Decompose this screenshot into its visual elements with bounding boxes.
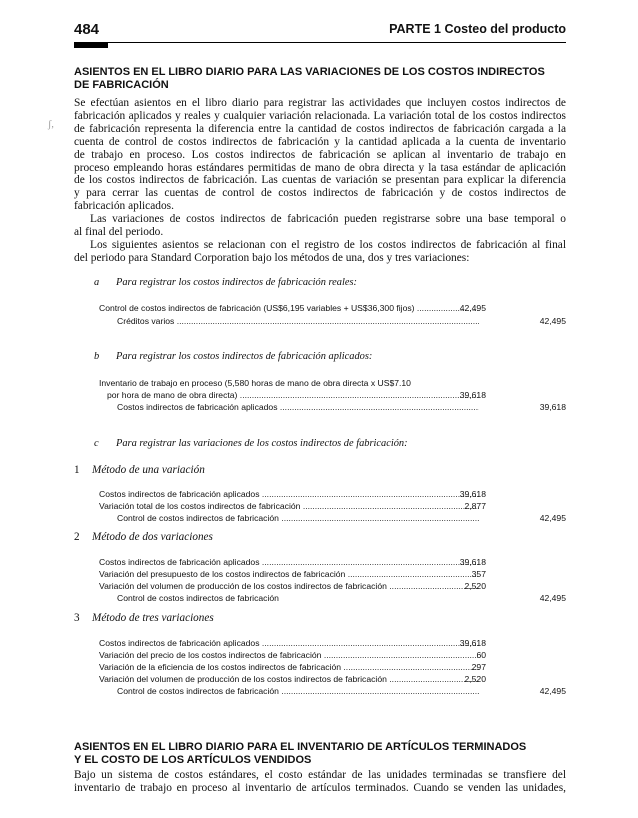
credit-amount: 42,495 bbox=[539, 593, 566, 603]
account-label: Control de costos indirectos de fabricación bbox=[117, 593, 279, 603]
method-title: Método de una variación bbox=[92, 464, 205, 476]
debit-amount: 39,618 bbox=[459, 638, 486, 648]
credit-amount: 39,618 bbox=[539, 402, 566, 412]
entry-letter: c bbox=[94, 438, 99, 449]
journal-line bbox=[99, 556, 566, 568]
text-line: y para cerrar las cuentas de control de costos indirectos de fabricación y de costos indirectos de bbox=[74, 187, 566, 200]
method-number: 1 bbox=[74, 464, 80, 476]
account-label: Inventario de trabajo en proceso (5,580 horas de mano de obra directa x US$7.10 bbox=[99, 378, 411, 388]
running-head: PARTE 1 Costeo del producto bbox=[389, 22, 566, 36]
method-title: Método de tres variaciones bbox=[92, 612, 214, 624]
heading-line: Y EL COSTO DE LOS ARTÍCULOS VENDIDOS bbox=[74, 753, 312, 766]
debit-amount: 357 bbox=[471, 569, 486, 579]
credit-amount: 42,495 bbox=[539, 686, 566, 696]
journal-line bbox=[99, 568, 566, 580]
debit-amount: 39,618 bbox=[459, 489, 486, 499]
method-heading bbox=[74, 612, 214, 624]
account-label: Variación del volumen de producción de los costos indirectos de fabricación ..... bbox=[99, 673, 479, 685]
journal-line bbox=[99, 685, 566, 697]
method-number: 2 bbox=[74, 531, 80, 543]
page-header bbox=[74, 21, 566, 41]
debit-amount: 60 bbox=[476, 650, 486, 660]
text-line: de trabajo en proceso. Los costos indirectos de fabricación se aplican al inventario de trabajo en bbox=[74, 148, 566, 161]
journal-line bbox=[99, 512, 566, 524]
credit-amount: 42,495 bbox=[539, 316, 566, 326]
section-heading-variances bbox=[74, 66, 566, 91]
paragraph-intro bbox=[74, 97, 566, 265]
page-number: 484 bbox=[74, 21, 100, 38]
account-label: por hora de mano de obra directa) ..... bbox=[99, 389, 479, 401]
account-label: Costos indirectos de fabricación aplicados ..... bbox=[99, 488, 479, 500]
entry-b-title bbox=[94, 351, 372, 362]
debit-amount: 2,877 bbox=[464, 501, 486, 511]
journal-line bbox=[99, 377, 566, 389]
heading-line: DE FABRICACIÓN bbox=[74, 78, 169, 91]
text-line: Los siguientes asientos se relacionan con el registro de los costos indirectos de fabricación al final bbox=[90, 238, 566, 251]
journal-line bbox=[99, 500, 566, 512]
text-line: Se efectúan asientos en el libro diario para registrar las actividades que incluyen costos indirectos de bbox=[74, 97, 566, 109]
account-label: Variación total de los costos indirectos de fabricación ..... bbox=[99, 500, 479, 512]
account-label: Variación del presupuesto de los costos indirectos de fabricación ..... bbox=[99, 568, 479, 580]
method-number: 3 bbox=[74, 612, 80, 624]
account-label: Variación del precio de los costos indirectos de fabricación ..... bbox=[99, 649, 479, 661]
journal-line bbox=[99, 389, 566, 401]
debit-amount: 39,618 bbox=[459, 557, 486, 567]
method-heading bbox=[74, 531, 213, 543]
debit-amount: 2,520 bbox=[464, 581, 486, 591]
method-title: Método de dos variaciones bbox=[92, 531, 213, 543]
text-line: fabricación aplicados. bbox=[74, 200, 174, 213]
header-rule bbox=[74, 42, 566, 43]
text-line: al final del periodo. bbox=[74, 226, 164, 239]
header-rule-tab bbox=[74, 42, 108, 48]
journal-line bbox=[99, 401, 566, 413]
account-label: Control de costos indirectos de fabricación (US$6,195 variables + US$36,300 fijos) ..... bbox=[99, 302, 479, 314]
entry-a-title bbox=[94, 277, 357, 288]
account-label: Control de costos indirectos de fabricación ..... bbox=[99, 685, 479, 697]
text-line: Las variaciones de costos indirectos de fabricación pueden registrarse sobre una base temporal o bbox=[90, 213, 566, 226]
paragraph-finished-goods bbox=[74, 769, 566, 795]
debit-amount: 42,495 bbox=[459, 303, 486, 313]
account-label: Créditos varios ..... bbox=[99, 315, 479, 327]
debit-amount: 39,618 bbox=[459, 390, 486, 400]
text-line: de fabricación representa la diferencia entre la cantidad de costos indirectos de fabricación cargada a la bbox=[74, 122, 566, 135]
account-label: Costos indirectos de fabricación aplicados ..... bbox=[99, 637, 479, 649]
journal-line bbox=[99, 315, 566, 327]
margin-scribble: ʃ, bbox=[48, 119, 54, 130]
journal-line bbox=[99, 592, 566, 604]
journal-line bbox=[99, 673, 566, 685]
account-label: Variación del volumen de producción de los costos indirectos de fabricación ..... bbox=[99, 580, 479, 592]
section-heading-finished-goods bbox=[74, 741, 566, 766]
text-line: fabricación aplicados y reales y cualquier variación relacionada. La variación total de los costos indirectos bbox=[74, 109, 566, 122]
text-line: del periodo para Standard Corporation bajo los métodos de una, dos y tres variaciones: bbox=[74, 251, 470, 264]
text-line: proceso empleando horas estándares permitidas de mano de obra directa y la tasa estándar de aplicación bbox=[74, 161, 566, 174]
debit-amount: 2,520 bbox=[464, 674, 486, 684]
journal-line bbox=[99, 302, 566, 314]
text-line: de los costos indirectos de fabricación. Las cuentas de variación se presentan para explicar la diferencia bbox=[74, 174, 566, 187]
journal-line bbox=[99, 637, 566, 649]
credit-amount: 42,495 bbox=[539, 513, 566, 523]
account-label: Costos indirectos de fabricación aplicados ..... bbox=[99, 556, 479, 568]
account-label: Variación de la eficiencia de los costos indirectos de fabricación ..... bbox=[99, 661, 479, 673]
account-label: Costos indirectos de fabricación aplicados ..... bbox=[99, 401, 479, 413]
heading-line: ASIENTOS EN EL LIBRO DIARIO PARA LAS VARIACIONES DE LOS COSTOS INDIRECTOS bbox=[74, 66, 545, 78]
entry-c-title bbox=[94, 438, 408, 449]
entry-letter: a bbox=[94, 277, 100, 288]
entry-title-text: Para registrar los costos indirectos de fabricación reales: bbox=[116, 277, 357, 288]
text-line: Bajo un sistema de costos estándares, el costo estándar de las unidades terminadas se transfiere del bbox=[74, 769, 566, 781]
journal-line bbox=[99, 661, 566, 673]
entry-title-text: Para registrar los costos indirectos de fabricación aplicados: bbox=[116, 351, 373, 362]
debit-amount: 297 bbox=[471, 662, 486, 672]
journal-line bbox=[99, 580, 566, 592]
journal-line bbox=[99, 488, 566, 500]
account-label: Control de costos indirectos de fabricación ..... bbox=[99, 512, 479, 524]
journal-line bbox=[99, 649, 566, 661]
text-line: cuenta de control de costos indirectos de fabricación y la cantidad aplicada a la cuenta de inventario bbox=[74, 135, 566, 148]
entry-title-text: Para registrar las variaciones de los costos indirectos de fabricación: bbox=[116, 438, 408, 449]
entry-letter: b bbox=[94, 351, 100, 362]
text-line: inventario de trabajo en proceso al inventario de artículos terminados. Cuando se venden las unidades, bbox=[74, 781, 566, 794]
method-heading bbox=[74, 464, 205, 476]
heading-line: ASIENTOS EN EL LIBRO DIARIO PARA EL INVENTARIO DE ARTÍCULOS TERMINADOS bbox=[74, 741, 527, 753]
